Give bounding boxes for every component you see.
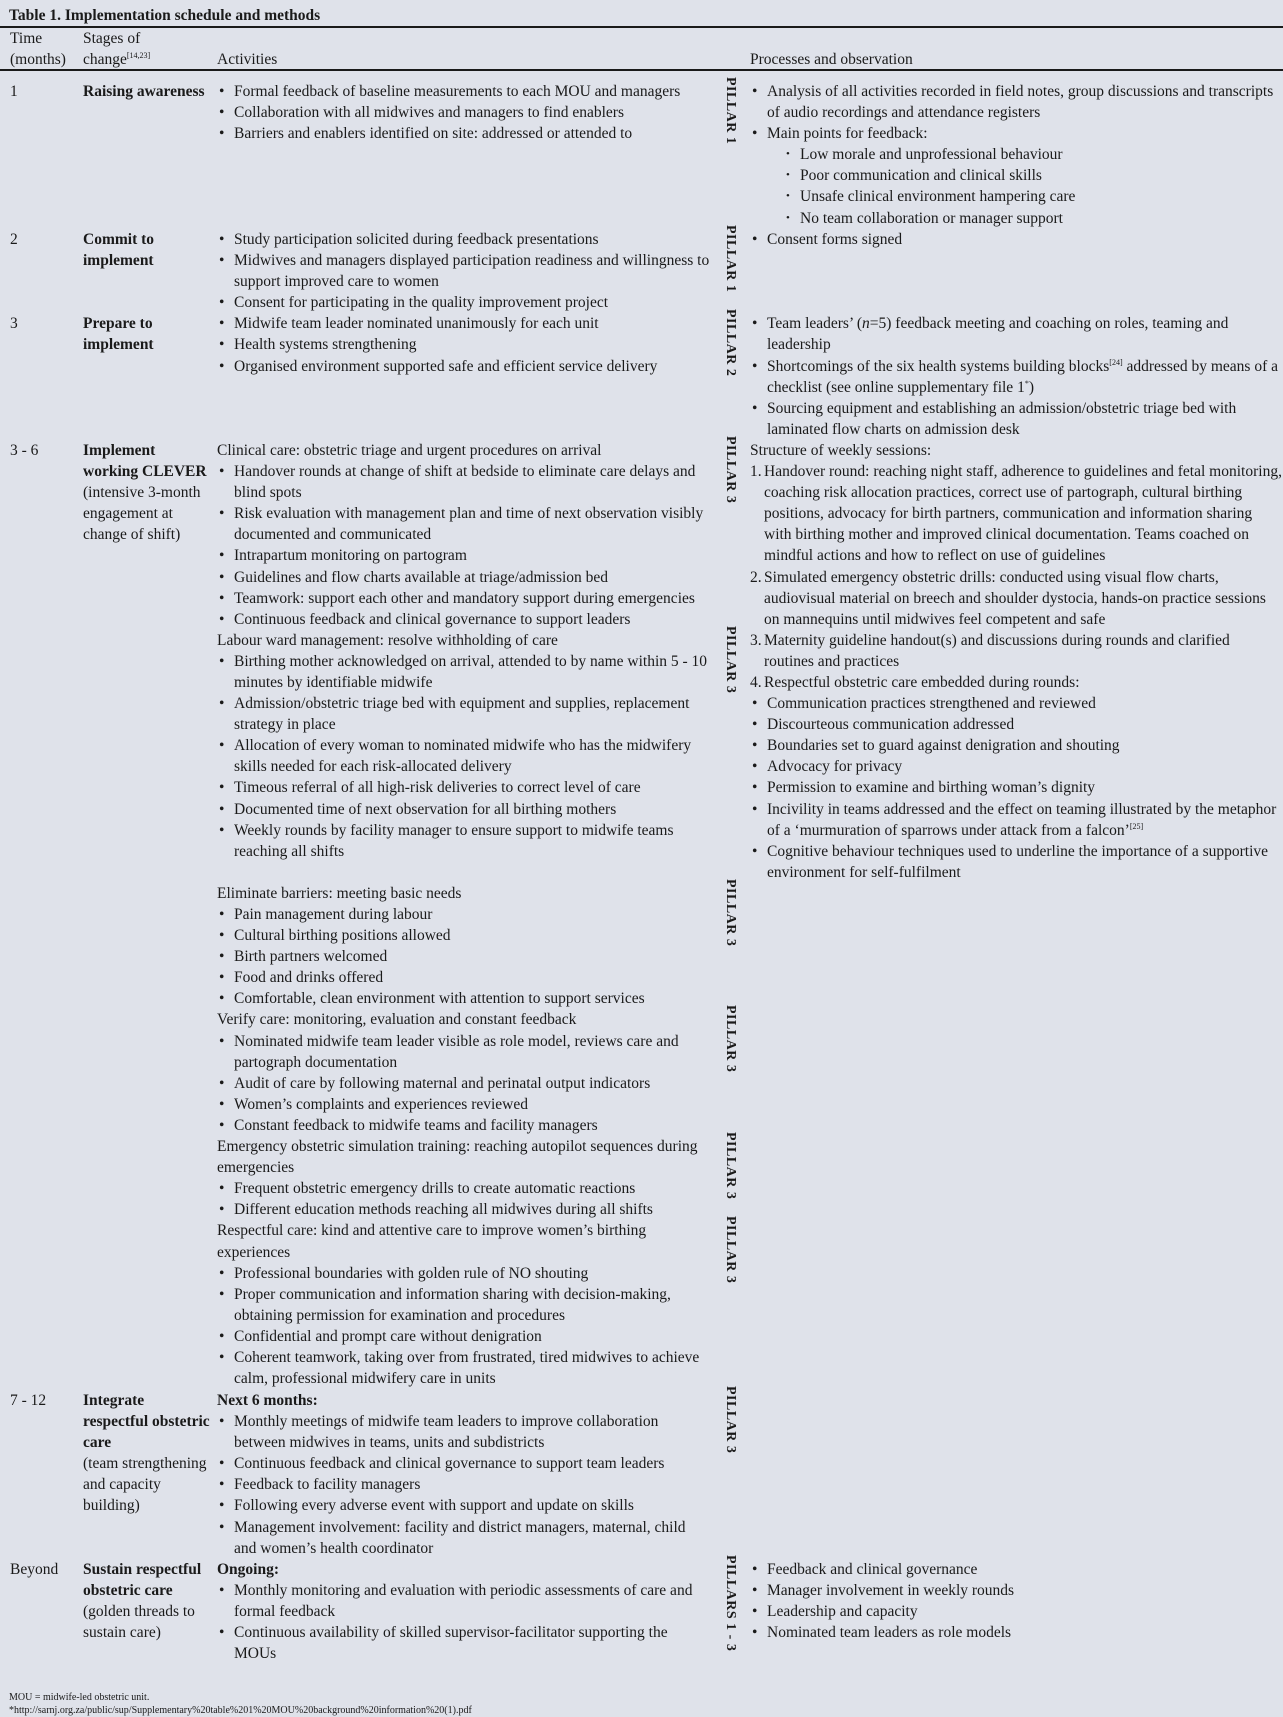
activity-list: [217, 461, 710, 630]
item-text: Communication practices strengthened and reviewed: [767, 695, 1096, 713]
pillar-label: PILLAR 3: [723, 1385, 738, 1454]
footnote-link: *http://sarnj.org.za/public/sup/Supplementary%20table%201%20MOU%20background%20information%20(1).pdf: [9, 1705, 472, 1717]
time-cell: 3 - 6: [10, 441, 39, 459]
item-text: Boundaries set to guard against denigration and shouting: [767, 737, 1120, 755]
stage-description: (intensive 3-month engagement at change of shift): [83, 484, 201, 544]
item-text-part: Incivility in teams addressed and the effect on teaming illustrated by the metaphor of a ‘murmuration of sparrows under attack from a falcon’: [767, 800, 1277, 839]
item-text: Barriers and enablers identified on site: addressed or attended to: [234, 125, 633, 143]
item-text: Sourcing equipment and establishing an admission/obstetric triage bed with laminated flow charts on admission desk: [767, 399, 1237, 438]
header-time-line2: (months): [10, 51, 66, 69]
stage-cell: [83, 313, 217, 440]
header-stage: [83, 28, 150, 70]
list-item: [750, 714, 1283, 735]
processes-cell: [750, 1390, 1283, 1559]
list-item: [750, 799, 1283, 841]
list-item: [217, 461, 710, 503]
item-text: Cultural birthing positions allowed: [234, 927, 451, 945]
numbered-item: [750, 630, 1283, 672]
item-text: Birth partners welcomed: [234, 948, 388, 966]
list-item: [217, 820, 710, 862]
item-text: Leadership and capacity: [767, 1603, 918, 1621]
item-text: Food and drinks offered: [234, 969, 384, 987]
list-item: [750, 841, 1283, 883]
header-activities: Activities: [217, 51, 278, 68]
processes-cell: [750, 229, 1283, 313]
stage-name: Prepare to implement: [83, 315, 154, 354]
item-text: Manager involvement in weekly rounds: [767, 1582, 1015, 1600]
list-item: [217, 693, 710, 735]
item-text: Discourteous communication addressed: [767, 716, 1015, 734]
activity-group: [217, 81, 710, 144]
list-item: [217, 609, 710, 630]
item-text: Timeous referral of all high-risk deliveries to correct level of care: [234, 779, 641, 797]
item-text: Birthing mother acknowledged on arrival, attended to by name within 5 - 10 minutes by identifiable midwife: [234, 652, 708, 691]
activities-cell: [217, 1559, 722, 1664]
item-text: Study participation solicited during feedback presentations: [234, 231, 599, 248]
item-text: Following every adverse event with support and update on skills: [234, 1497, 634, 1515]
list-item: [217, 904, 710, 925]
activity-list: [217, 651, 710, 862]
item-text: Feedback to facility managers: [234, 1476, 421, 1494]
list-item: [217, 123, 710, 144]
sub-list-item: • Low morale and unprofessional behaviour: [767, 144, 1283, 165]
item-text: Different education methods reaching all midwives during all shifts: [234, 1201, 653, 1219]
pillar-label: PILLAR 3: [723, 625, 738, 694]
table-row: [0, 435, 1283, 1390]
list-item: [217, 250, 710, 292]
list-item: [750, 356, 1283, 398]
processes-cell: [750, 440, 1283, 1390]
item-text: Collaboration with all midwives and managers to find enablers: [234, 104, 624, 122]
table-title: Table 1. Implementation schedule and methods: [9, 7, 321, 24]
header-rule: [0, 69, 1283, 71]
list-item: [750, 1622, 1283, 1643]
stage-name: Sustain respectful obstetric care: [83, 1560, 202, 1600]
activity-group-heading: Labour ward management: resolve withholding of care: [217, 631, 558, 649]
list-item: [217, 1622, 710, 1664]
header-stage-line2: change: [83, 51, 127, 69]
activity-group: [217, 1216, 738, 1389]
item-text: Guidelines and flow charts available at triage/admission bed: [234, 568, 609, 586]
list-item: [217, 925, 710, 946]
item-text: Respectful obstetric care embedded during rounds:: [764, 673, 1080, 691]
activity-group: [217, 878, 738, 1010]
item-text: Nominated team leaders as role models: [767, 1624, 1012, 1642]
table-row: [0, 77, 1283, 229]
stage-cell: [83, 1390, 217, 1559]
header-time-line1: Time: [10, 30, 43, 47]
list-item: [217, 1453, 710, 1474]
pillar-label: PILLAR 3: [723, 435, 738, 504]
list-item: [217, 1580, 710, 1622]
activities-cell: [217, 229, 722, 313]
time-cell: 2: [10, 231, 18, 248]
time-cell: 7 - 12: [10, 1391, 47, 1409]
table-row: [0, 1554, 1283, 1664]
numbered-item: [750, 461, 1283, 566]
pillar-label: PILLARS 1 - 3: [723, 1554, 738, 1652]
list-item: [217, 229, 710, 250]
list-item: [217, 1474, 710, 1495]
time-cell: 3: [10, 315, 18, 333]
activity-group: [217, 1132, 738, 1220]
stage-description: (team strengthening and capacity building): [83, 1455, 207, 1515]
item-number: 2.: [750, 568, 762, 586]
item-text: Intrapartum monitoring on partogram: [234, 547, 467, 565]
reference-superscript: [25]: [1129, 821, 1144, 831]
item-text: Cognitive behaviour techniques used to underline the importance of a supportive environment for self-fulfilment: [767, 842, 1269, 881]
item-text: Consent forms signed: [767, 231, 903, 248]
item-text: Audit of care by following maternal and perinatal output indicators: [234, 1074, 651, 1092]
item-text-part: =5) feedback meeting and coaching on roles, teaming and leadership: [767, 315, 1229, 354]
item-text-part: addressed by means of a checklist (see online supplementary file 1: [767, 357, 1278, 396]
stage-name: Commit to implement: [83, 231, 155, 270]
activities-cell: [217, 313, 722, 440]
list-item: [217, 946, 710, 967]
header-processes: Processes and observation: [750, 51, 913, 68]
list-item: [750, 735, 1283, 756]
list-item: [217, 1326, 710, 1347]
activity-list: [217, 1411, 710, 1559]
activity-list: [217, 229, 710, 313]
activity-list: [217, 313, 710, 376]
list-item: [750, 693, 1283, 714]
item-text: Consent for participating in the quality improvement project: [234, 294, 609, 312]
list-item: [750, 1601, 1283, 1622]
item-text: Management involvement: facility and district managers, maternal, child and women’s health coordinator: [234, 1518, 686, 1557]
list-item: [217, 356, 710, 377]
list-item: [750, 313, 1283, 355]
item-text: Women’s complaints and experiences reviewed: [234, 1095, 529, 1113]
table-rows: [0, 77, 1283, 1664]
item-text: Continuous availability of skilled supervisor-facilitator supporting the MOUs: [234, 1624, 668, 1663]
item-number: 3.: [750, 631, 762, 649]
item-text: Continuous feedback and clinical governance to support leaders: [234, 610, 631, 628]
pillar-label: PILLAR 3: [723, 878, 738, 947]
list-item: [217, 545, 710, 566]
item-text-part: Team leaders’ (: [767, 315, 863, 333]
item-text: Midwives and managers displayed participation readiness and willingness to support improved care to women: [234, 252, 710, 291]
list-item: [217, 651, 710, 693]
activity-group: [217, 1005, 738, 1136]
pillar-label: PILLAR 3: [723, 1132, 738, 1200]
list-item: [217, 1347, 710, 1389]
item-text: Frequent obstetric emergency drills to create automatic reactions: [234, 1180, 636, 1198]
list-item: [217, 967, 710, 988]
activity-group: [217, 435, 738, 630]
table-row: [0, 309, 1283, 440]
sub-bullet-list: [764, 693, 1283, 883]
list-item: [217, 102, 710, 123]
item-number: 4.: [750, 673, 762, 691]
sub-list-item: • Unsafe clinical environment hampering care: [767, 186, 1283, 207]
stage-name: Integrate respectful obstetric care: [83, 1391, 210, 1452]
activities-cell: [217, 81, 722, 229]
numbered-item: [750, 672, 1283, 883]
list-item: [750, 81, 1283, 123]
time-cell: Beyond: [10, 1560, 59, 1578]
item-text: Continuous feedback and clinical governance to support team leaders: [234, 1455, 665, 1473]
stage-cell: [83, 229, 217, 313]
item-number: 1.: [750, 463, 762, 481]
stage-cell: [83, 81, 217, 229]
pillar-label: PILLAR 3: [723, 1216, 738, 1284]
sub-bullet-list: [767, 144, 1283, 228]
item-text: Maternity guideline handout(s) and discussions during rounds and clarified routines and practices: [764, 631, 1230, 670]
item-text: Health systems strengthening: [234, 336, 417, 354]
stage-name: Implement working CLEVER: [83, 441, 207, 481]
pillar-cell: [722, 225, 750, 313]
item-text: Weekly rounds by facility manager to ensure support to midwife teams reaching all shifts: [234, 821, 674, 860]
list-item: [217, 1031, 710, 1073]
item-text: Teamwork: support each other and mandatory support during emergencies: [234, 589, 695, 607]
stage-description: (golden threads to sustain care): [83, 1603, 195, 1642]
activity-list: [217, 81, 710, 144]
activity-group: [217, 313, 710, 376]
processes-list: [750, 81, 1283, 229]
list-item: [217, 735, 710, 777]
activity-group: [217, 1559, 710, 1664]
list-item: [217, 81, 710, 102]
list-item: [217, 313, 710, 334]
activity-group: [217, 229, 710, 313]
list-item: [217, 1411, 710, 1453]
list-item: [750, 1559, 1283, 1580]
footnotes: [0, 1691, 1283, 1717]
item-text: Formal feedback of baseline measurements to each MOU and managers: [234, 83, 681, 100]
list-item: [750, 1580, 1283, 1601]
header-time: [10, 28, 66, 70]
item-text: Professional boundaries with golden rule of NO shouting: [234, 1264, 589, 1282]
stage-name: Raising awareness: [83, 83, 205, 100]
processes-list: [750, 1559, 1283, 1643]
item-text: Permission to examine and birthing woman’s dignity: [767, 779, 1096, 797]
list-item: [750, 229, 1283, 250]
list-item: [217, 1115, 710, 1136]
processes-cell: [750, 81, 1283, 229]
footnote-abbrev: MOU = midwife-led obstetric unit.: [9, 1692, 150, 1704]
list-item: [217, 292, 710, 313]
activity-group-heading: Next 6 months:: [217, 1391, 318, 1409]
pillar-cell: [722, 309, 750, 440]
item-text: Admission/obstetric triage bed with equipment and supplies, replacement strategy in place: [234, 695, 690, 734]
stage-cell: [83, 1559, 217, 1664]
activity-list: [217, 1031, 710, 1136]
processes-cell: [750, 313, 1283, 440]
item-text: Advocacy for privacy: [767, 758, 903, 776]
pillar-label: PILLAR 1: [723, 77, 738, 145]
item-text: Proper communication and information sharing with decision-making, obtaining permission for examination and procedures: [234, 1285, 671, 1324]
item-text: Handover round: reaching night staff, adherence to guidelines and fetal monitoring, coaching risk allocation practices, correct use of partograph, cultural birthing positions, advocacy for birth partners, communication and information sharing with birthing mother and improved clinical documentation. Teams coached on mindful actions and how to reflect on use of guidelines: [764, 463, 1282, 565]
pillar-cell: [722, 77, 750, 229]
activity-group-heading: Clinical care: obstetric triage and urgent procedures on arrival: [217, 441, 602, 459]
list-item: [217, 1094, 710, 1115]
list-item: [217, 1517, 710, 1559]
list-item: [217, 567, 710, 588]
item-text: Pain management during labour: [234, 906, 433, 923]
stage-cell: [83, 440, 217, 1390]
item-text: Midwife team leader nominated unanimously for each unit: [234, 315, 599, 333]
activity-group: [217, 625, 738, 862]
item-text: Constant feedback to midwife teams and facility managers: [234, 1116, 598, 1134]
list-item: [217, 1495, 710, 1516]
activities-cell: [217, 1390, 722, 1559]
activity-group-heading: Ongoing:: [217, 1560, 280, 1578]
item-text: Handover rounds at change of shift at bedside to eliminate care delays and blind spots: [234, 463, 696, 502]
list-item: [217, 777, 710, 798]
activity-group-heading: Eliminate barriers: meeting basic needs: [217, 884, 462, 902]
item-text: Organised environment supported safe and efficient service delivery: [234, 357, 658, 375]
item-text: Comfortable, clean environment with attention to support services: [234, 990, 645, 1008]
list-item: [217, 799, 710, 820]
processes-list: [750, 313, 1283, 440]
activity-group-heading: Emergency obstetric simulation training: reaching autopilot sequences during emergencies: [217, 1138, 698, 1177]
item-text: Monthly meetings of midwife team leaders to improve collaboration between midwives in teams, units and subdistricts: [234, 1413, 659, 1452]
activity-group: [217, 1390, 710, 1559]
item-text: Analysis of all activities recorded in field notes, group discussions and transcripts of audio recordings and attendance registers: [767, 83, 1274, 122]
item-text: Main points for feedback:: [767, 125, 928, 143]
table-row: [0, 225, 1283, 313]
pillar-label: PILLAR 1: [723, 225, 738, 293]
list-item: [217, 334, 710, 355]
item-text-part: n: [862, 315, 870, 333]
item-text: Nominated midwife team leader visible as role model, reviews care and partograph documentation: [234, 1032, 679, 1071]
header-stage-ref: [14,23]: [126, 51, 151, 61]
item-text: Documented time of next observation for all birthing mothers: [234, 800, 617, 818]
pillar-cell: [722, 1385, 750, 1559]
list-item: [217, 503, 710, 545]
table-body: [0, 77, 1283, 1717]
list-item: [750, 777, 1283, 798]
item-text: Simulated emergency obstetric drills: conducted using visual flow charts, audiovisual material on breech and shoulder dystocia, hands-on practice sessions on mannequins until midwives feel competent and safe: [764, 568, 1266, 628]
pillar-label: PILLAR 3: [723, 1005, 738, 1073]
activity-list: [217, 904, 710, 1009]
processes-cell: [750, 1559, 1283, 1664]
list-item: [217, 988, 710, 1009]
activity-list: [217, 1263, 710, 1390]
list-item: [750, 398, 1283, 440]
item-text: Coherent teamwork, taking over from frustrated, tired midwives to achieve calm, professional midwifery care in units: [234, 1348, 700, 1388]
item-text: Feedback and clinical governance: [767, 1560, 978, 1578]
item-text: Allocation of every woman to nominated midwife who has the midwifery skills needed for each risk-allocated delivery: [234, 737, 692, 776]
processes-list: [750, 229, 1283, 250]
title-rule: [0, 26, 1283, 28]
item-text-part: ): [1028, 378, 1034, 396]
list-item: [217, 1073, 710, 1094]
pillar-cell: [722, 1554, 750, 1664]
item-text: Risk evaluation with management plan and time of next observation visibly documented and communicated: [234, 505, 704, 544]
sub-list-item: • Poor communication and clinical skills: [767, 165, 1283, 186]
item-text: Confidential and prompt care without denigration: [234, 1327, 542, 1345]
header-stage-line1: Stages of: [83, 30, 141, 47]
activity-group-heading: Verify care: monitoring, evaluation and constant feedback: [217, 1011, 577, 1029]
processes-heading: Structure of weekly sessions:: [750, 441, 932, 459]
item-text-part: Shortcomings of the six health systems building blocks: [767, 357, 1110, 375]
list-item: [217, 1199, 710, 1220]
list-item: [750, 123, 1283, 228]
reference-superscript: *: [1024, 378, 1029, 388]
list-item: [217, 1263, 710, 1284]
list-item: [750, 756, 1283, 777]
pillar-label: PILLAR 2: [723, 309, 738, 377]
sub-list-item: • No team collaboration or manager support: [767, 208, 1283, 229]
numbered-item: [750, 567, 1283, 630]
list-item: [217, 1178, 710, 1199]
activity-list: [217, 1178, 710, 1220]
reference-superscript: [24]: [1109, 357, 1123, 367]
table-row: [0, 1385, 1283, 1559]
activities-cell: [217, 435, 738, 1390]
list-item: [217, 1284, 710, 1326]
item-text: Monthly monitoring and evaluation with periodic assessments of care and formal feedback: [234, 1582, 693, 1621]
activity-list: [217, 1580, 710, 1664]
time-cell: 1: [10, 83, 18, 100]
list-item: [217, 588, 710, 609]
pillar-cell: [722, 440, 750, 1390]
activity-group-heading: Respectful care: kind and attentive care to improve women’s birthing experiences: [217, 1222, 647, 1261]
